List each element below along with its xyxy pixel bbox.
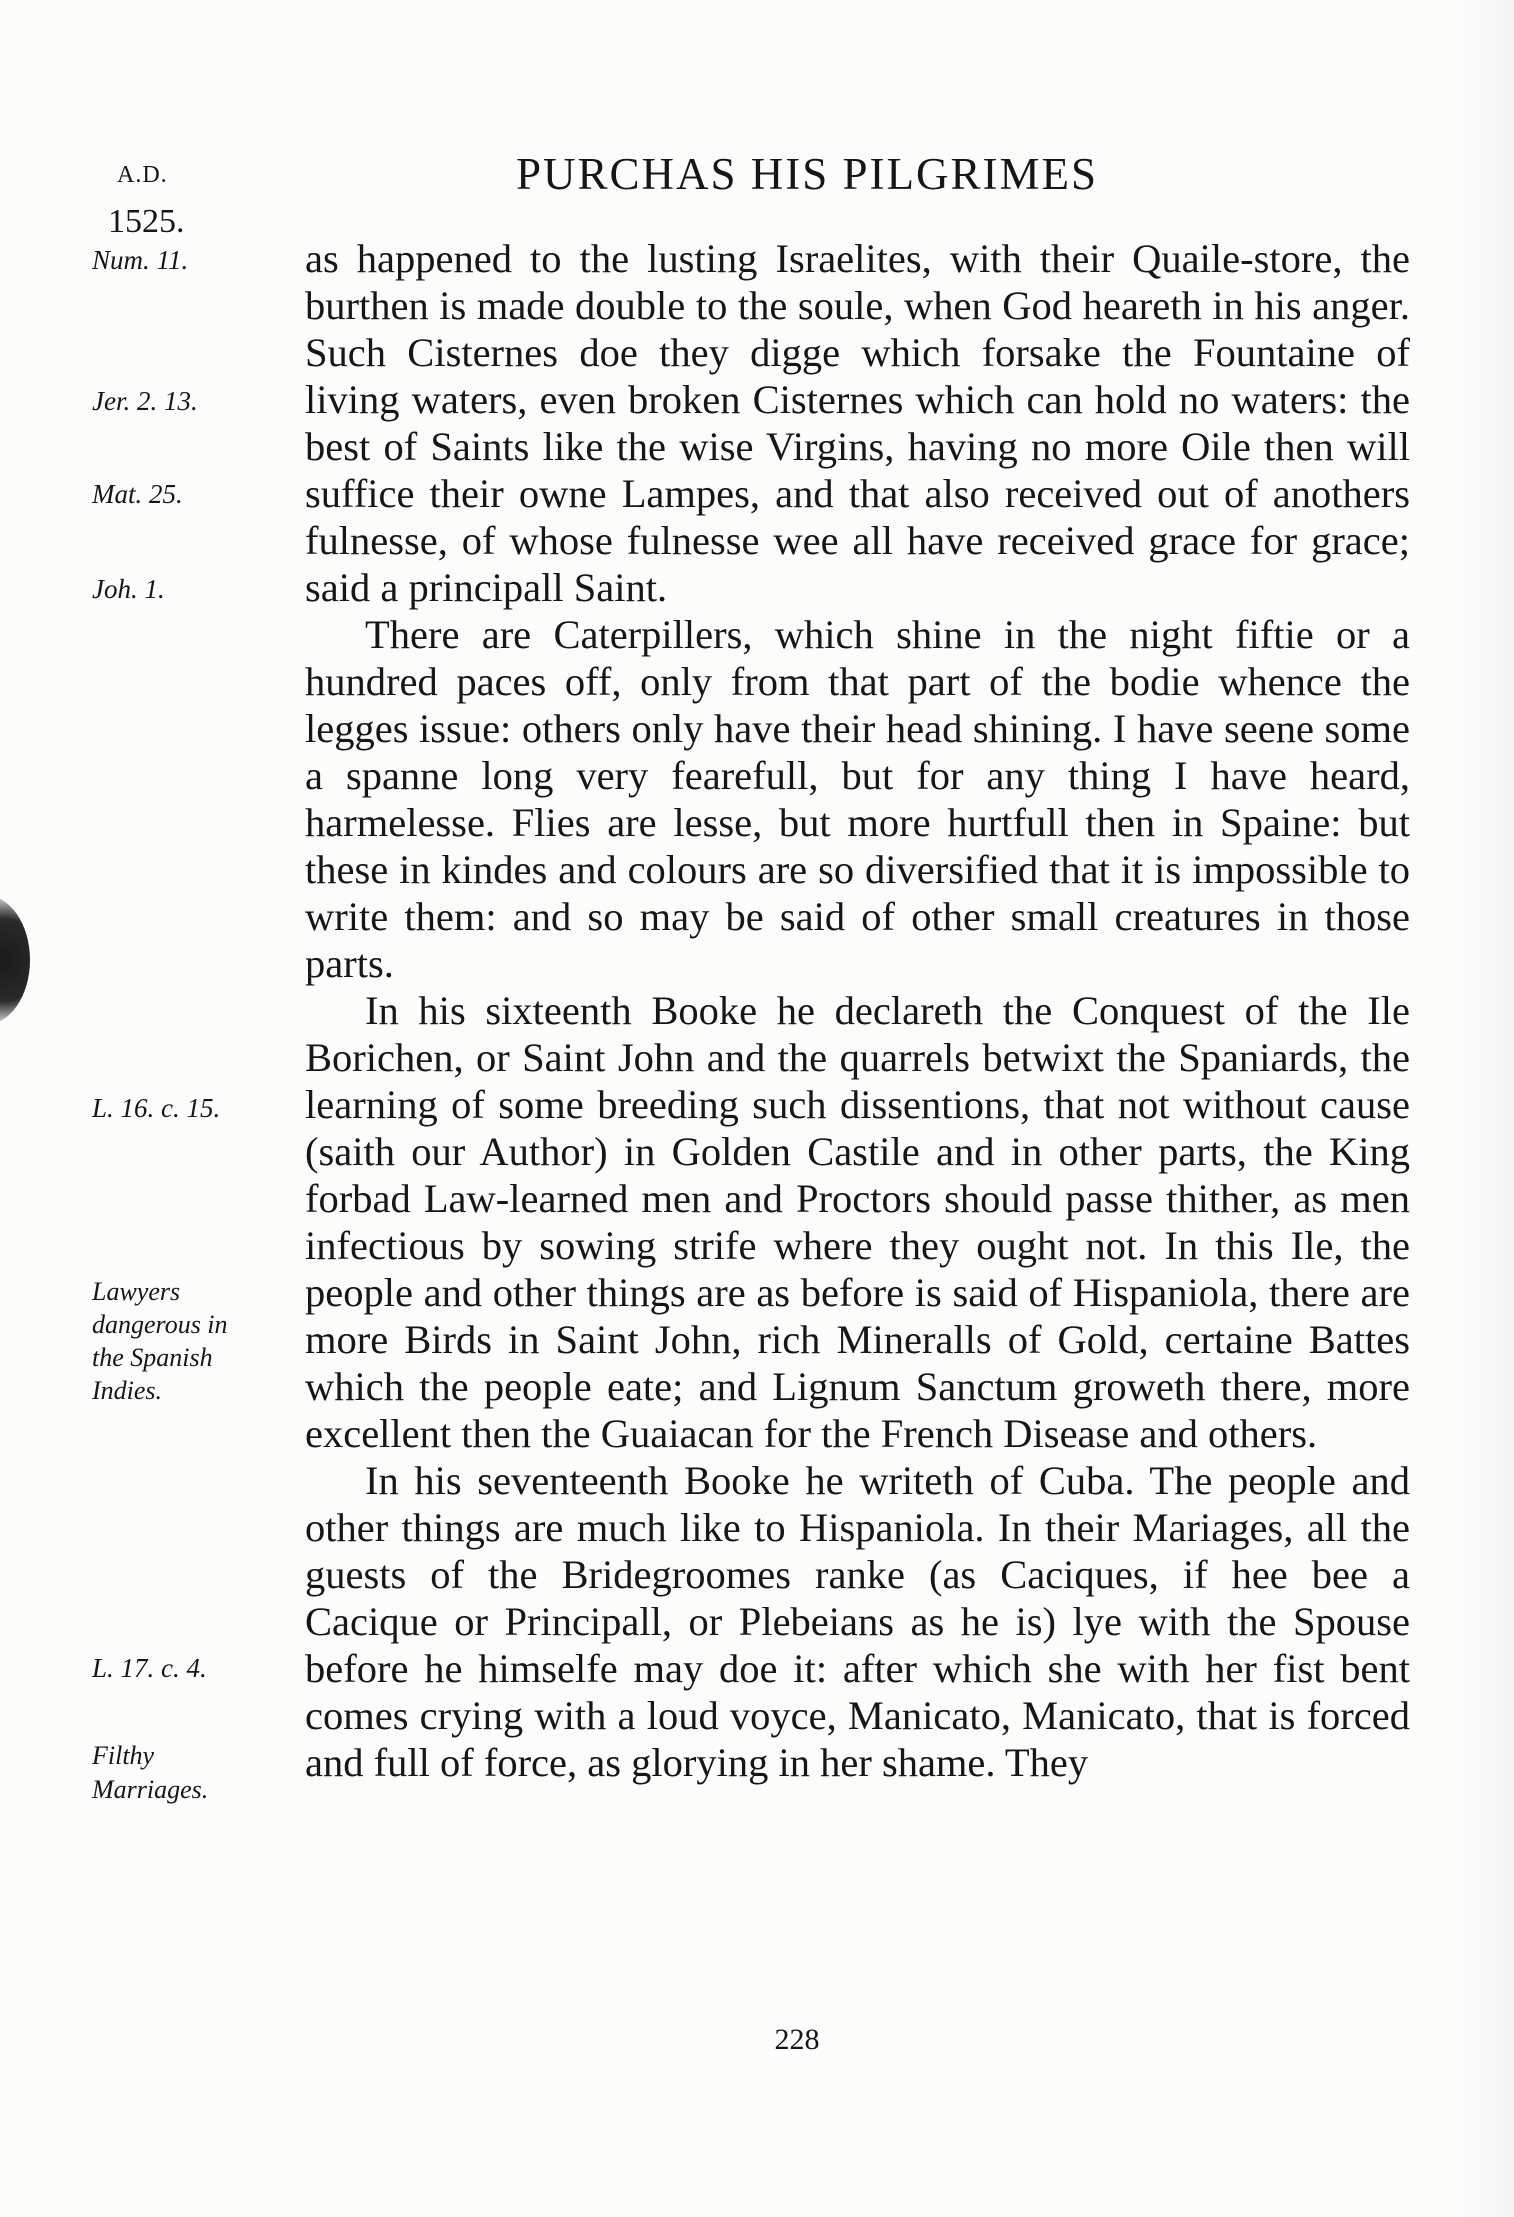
paragraph: There are Caterpillers, which shine in the night fiftie or a hundred paces off, only from that part of the bodie whence the legges issue: others only have their head shining. I have seene some a spanne long very fearefull, but for any thing I have heard, harmelesse. Flies are lesse, but more hurtfull then in Spaine: but these in kindes and colours are so diversified that it is impossible to write them: and so may be said of other small creatures in those parts.	[305, 612, 1410, 986]
ink-blot	[0, 895, 30, 1025]
body-text	[305, 235, 1410, 1786]
year-label: 1525.	[108, 203, 185, 240]
margin-note-l17: L. 17. c. 4.	[92, 1653, 207, 1683]
margin-note-lawyers-1: Lawyers	[92, 1277, 181, 1306]
margin-note-jer: Jer. 2. 13.	[92, 386, 198, 416]
page-number: 228	[774, 2023, 820, 2056]
running-title: PURCHAS HIS PILGRIMES	[515, 149, 1099, 199]
margin-note-lawyers-3: the Spanish	[92, 1343, 213, 1372]
margin-note-num: Num. 11.	[92, 245, 189, 275]
paragraph: as happened to the lusting Israelites, with their Quaile-store, the burthen is made double to the soule, when God heareth in his anger. Such Cisternes doe they digge which forsake the Fountaine of living waters, even broken Cisternes which can hold no waters: the best of Saints like the wise Virgins, having no more Oile then will suffice their owne Lampes, and that also received out of anothers fulnesse, of whose fulnesse wee all have received grace for grace; said a principall Saint.	[305, 236, 1410, 610]
page-edge-shadow	[1454, 0, 1514, 2217]
margin-note-lawyers-2: dangerous in	[92, 1310, 228, 1339]
margin-note-filthy-2: Marriages.	[92, 1775, 209, 1804]
paragraph: In his seventeenth Booke he writeth of Cuba. The people and other things are much like to Hispaniola. In their Mariages, all the guests of the Bridegroomes ranke (as Caciques, if hee bee a Cacique or Principall, or Plebeians as he is) lye with the Spouse before he himselfe may doe it: after which she with her fist bent comes crying with a loud voyce, Manicato, Manicato, that is forced and full of force, as glorying in her shame. They	[305, 1458, 1410, 1785]
margin-note-l16: L. 16. c. 15.	[92, 1093, 221, 1123]
margin-note-filthy-1: Filthy	[92, 1741, 155, 1770]
margin-note-joh: Joh. 1.	[92, 574, 165, 604]
anno-domini-label: A.D.	[117, 162, 168, 188]
margin-note-lawyers-4: Indies.	[92, 1376, 163, 1405]
paragraph: In his sixteenth Booke he declareth the Conquest of the Ile Borichen, or Saint John and the quarrels betwixt the Spaniards, the learning of some breeding such dissentions, that not without cause (saith our Author) in Golden Castile and in other parts, the King forbad Law-learned men and Proctors should passe thither, as men infectious by sowing strife where they ought not. In this Ile, the people and other things are as before is said of Hispaniola, there are more Birds in Saint John, rich Mineralls of Gold, certaine Battes which the people eate; and Lignum Sanctum groweth there, more excellent then the Guaiacan for the French Disease and others.	[305, 988, 1410, 1456]
margin-note-mat: Mat. 25.	[92, 479, 183, 509]
